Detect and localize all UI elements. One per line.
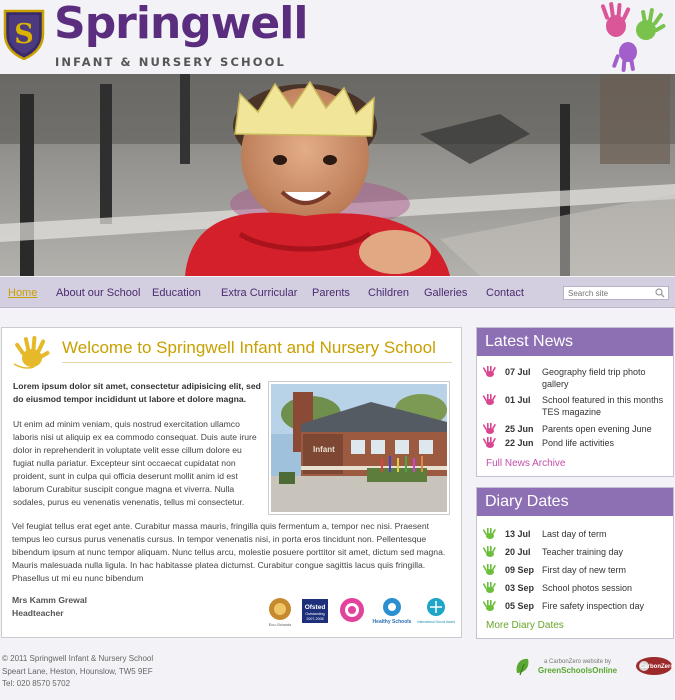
news-text[interactable]: Geography field trip photo gallery [542, 367, 646, 389]
ofsted-logo[interactable] [302, 599, 328, 623]
title-divider [62, 362, 452, 363]
diary-text[interactable]: Fire safety inspection day [542, 601, 645, 611]
diary-dates-panel [476, 487, 674, 639]
diary-date: 20 Jul [505, 547, 531, 557]
nav-extra-curricular[interactable]: Extra Curricular [221, 287, 298, 299]
ofsted-label: Ofsted [304, 604, 326, 611]
intro-text: Lorem ipsum dolor sit amet, consectetur adipisicing elit, sed do eiusmod tempor incididunt ut labore et dolore magna. [13, 381, 261, 404]
news-title: Latest News [477, 328, 673, 356]
diary-date: 13 Jul [505, 529, 531, 539]
search-input[interactable] [568, 288, 652, 299]
signature-name: Mrs Kamm Grewal [12, 595, 87, 605]
eco-schools-label: Eco-Schools [268, 622, 292, 627]
yellow-hand-icon [12, 334, 52, 370]
accreditation-logos [264, 596, 458, 628]
hand-pink-icon [483, 423, 496, 434]
hero-banner [0, 74, 675, 276]
search-box [563, 286, 669, 300]
green-schools-online-logo[interactable] [517, 659, 618, 675]
more-diary-dates-link[interactable]: More Diary Dates [486, 620, 564, 631]
site-footer [2, 653, 153, 691]
diary-date: 05 Sep [505, 601, 535, 611]
hand-green-icon [483, 546, 496, 557]
photo-sign-text: Infant [313, 445, 335, 454]
hand-pink-icon [483, 437, 496, 448]
healthy-schools-label: Healthy Schools [372, 619, 412, 625]
diary-date: 09 Sep [505, 565, 535, 575]
hand-green-icon [483, 564, 496, 575]
brand-title[interactable]: Springwell [54, 0, 308, 49]
ofsted-years: 2007-2008 [306, 617, 324, 621]
diary-date: 03 Sep [505, 583, 535, 593]
search-icon[interactable] [655, 288, 665, 298]
ofsted-rating: Outstanding [305, 612, 325, 616]
welcome-title: Welcome to Springwell Infant and Nursery School [62, 338, 436, 357]
diary-text[interactable]: School photos session [542, 583, 633, 593]
healthy-schools-logo[interactable] [373, 598, 412, 625]
welcome-section [1, 327, 462, 638]
diary-title: Diary Dates [477, 488, 673, 516]
footer-partner-logos [514, 655, 674, 679]
news-text[interactable]: School featured in this months TES magazine [542, 395, 664, 417]
nav-parents[interactable]: Parents [312, 287, 350, 299]
carbon-zero-text: CarbonZero [639, 664, 674, 670]
body-paragraph-1: Ut enim ad minim veniam, quis nostrud exercitation ullamco laboris nisi ut aliquip ex ea commodo consequat. Duis aute irure dolor in reprehenderit in voluptate velit esse cillum dolore eu fugiat nulla pariatur. Excepteur sint occaecat cupidatat non proident, sunt in culpa qui officia deserunt mollit anim id est laborum Curabitur suscipit congue magna et viverra. Nulla sodales, purus eu venenatis venenatis, tellus mi consectetur. [13, 419, 257, 507]
nav-contact[interactable]: Contact [486, 287, 524, 299]
nav-education[interactable]: Education [152, 287, 201, 299]
signature-role: Headteacher [12, 608, 64, 618]
nav-children[interactable]: Children [368, 287, 409, 299]
svg-text:S: S [14, 19, 34, 50]
international-school-logo[interactable] [417, 598, 455, 624]
painted-hands-logo [598, 2, 670, 72]
news-date: 07 Jul [505, 367, 531, 377]
hand-green-icon [483, 600, 496, 611]
brand-subtitle: INFANT & NURSERY SCHOOL [55, 55, 286, 69]
diary-text[interactable]: Last day of term [542, 529, 607, 539]
nav-galleries[interactable]: Galleries [424, 287, 468, 299]
news-text[interactable]: Pond life activities [542, 438, 615, 448]
footer-phone: Tel: 020 8570 5702 [2, 679, 71, 688]
news-date: 25 Jun [505, 424, 534, 434]
carbon-zero-tagline: a CarbonZero website by [544, 659, 612, 665]
nav-about[interactable]: About our School [56, 287, 141, 299]
signature [12, 594, 87, 620]
badge-logo[interactable] [340, 598, 364, 622]
news-date: 22 Jun [505, 438, 534, 448]
international-label: International School Award [417, 620, 455, 624]
footer-address: Speart Lane, Heston, Hounslow, TW5 9EF [2, 666, 153, 676]
carbon-zero-logo[interactable] [636, 657, 674, 675]
diary-text[interactable]: First day of new term [542, 565, 627, 575]
body-paragraph-2: Vel feugiat tellus erat eget ante. Curabitur massa mauris, fringilla quis fermentum a, tempor nec nisi. Praesent tempus leo cursus purus venenatis cursus. In tempor venenatis nisi, in porta eros tincidunt non. Pellentesque bibendum ipsum at nunc tempor aliquam. Nunc tellus arcu, molestie posuere porttitor sit amet, dictum sed magna. Mauris malesuada nulla ligula. In hac habitasse platea dictumst. Curabitur congue sagittis lacus quis fringilla. Phasellus ut mi eu nunc bibendum [12, 521, 446, 583]
hand-pink-icon [483, 366, 496, 377]
latest-news-panel [476, 327, 674, 477]
hero-photo [0, 74, 675, 276]
footer-copyright: © 2011 Springwell Infant & Nursery School [2, 654, 154, 663]
site-header [0, 0, 675, 74]
school-photo[interactable] [268, 381, 450, 515]
hand-green-icon [483, 582, 496, 593]
nav-home[interactable]: Home [8, 287, 38, 299]
eco-schools-logo[interactable] [269, 598, 291, 627]
full-news-archive-link[interactable]: Full News Archive [486, 458, 566, 469]
hand-pink-icon [483, 394, 496, 405]
news-text[interactable]: Parents open evening June [542, 424, 652, 434]
green-schools-online-text: GreenSchoolsOnline [538, 666, 618, 675]
diary-text[interactable]: Teacher training day [542, 547, 624, 557]
news-date: 01 Jul [505, 395, 531, 405]
school-crest-icon[interactable] [3, 8, 45, 60]
hand-green-icon [483, 528, 496, 539]
